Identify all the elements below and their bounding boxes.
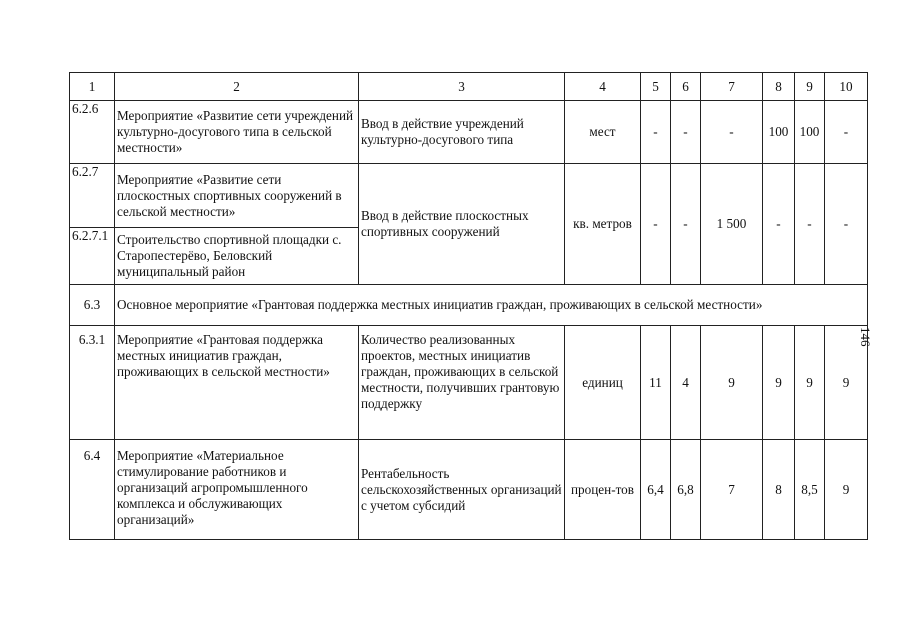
value-cell: 7 — [701, 440, 763, 540]
value-cell: 6,8 — [671, 440, 701, 540]
indicators-table — [69, 72, 868, 540]
header-row — [70, 73, 868, 101]
value-cell: 9 — [795, 326, 825, 440]
row-number: 6.3 — [70, 285, 115, 326]
indicator-cell: Ввод в действие плоскостных спортивных сооружений — [359, 164, 565, 285]
page-number: 146 — [858, 327, 873, 347]
activity-cell: Мероприятие «Развитие сети учреждений культурно-досугового типа в сельской местности» — [115, 101, 359, 164]
header-cell: 2 — [115, 73, 359, 101]
header-cell: 8 — [763, 73, 795, 101]
value-cell: 9 — [763, 326, 795, 440]
value-cell: 8,5 — [795, 440, 825, 540]
value-cell: - — [641, 101, 671, 164]
value-cell: 9 — [701, 326, 763, 440]
value-cell: - — [701, 101, 763, 164]
header-cell: 6 — [671, 73, 701, 101]
row-number: 6.2.7.1 — [70, 228, 115, 285]
value-cell: 11 — [641, 326, 671, 440]
table-row-6-3 — [70, 285, 868, 326]
section-title: Основное мероприятие «Грантовая поддержка местных инициатив граждан, проживающих в сельской местности» — [115, 285, 868, 326]
header-cell: 9 — [795, 73, 825, 101]
value-cell: - — [641, 164, 671, 285]
value-cell: 9 — [825, 326, 868, 440]
value-cell: 4 — [671, 326, 701, 440]
unit-cell: единиц — [565, 326, 641, 440]
header-cell: 3 — [359, 73, 565, 101]
value-cell: - — [795, 164, 825, 285]
table-row-6-2-7 — [70, 164, 868, 228]
value-cell: 100 — [763, 101, 795, 164]
header-cell: 7 — [701, 73, 763, 101]
value-cell: 8 — [763, 440, 795, 540]
activity-cell: Строительство спортивной площадки с. Старопестерёво, Беловский муниципальный район — [115, 228, 359, 285]
table-row-6-2-6 — [70, 101, 868, 164]
value-cell: 100 — [795, 101, 825, 164]
value-cell: - — [825, 164, 868, 285]
unit-cell: процен-тов — [565, 440, 641, 540]
indicator-cell: Ввод в действие учреждений культурно-досугового типа — [359, 101, 565, 164]
activity-cell: Мероприятие «Развитие сети плоскостных спортивных сооружений в сельской местности» — [115, 164, 359, 228]
value-cell: 9 — [825, 440, 868, 540]
header-cell: 4 — [565, 73, 641, 101]
value-cell: 1 500 — [701, 164, 763, 285]
value-cell: - — [671, 164, 701, 285]
value-cell: - — [825, 101, 868, 164]
row-number: 6.2.6 — [70, 101, 115, 164]
table-row-6-4 — [70, 440, 868, 540]
table-row-6-3-1 — [70, 326, 868, 440]
row-number: 6.2.7 — [70, 164, 115, 228]
unit-cell: кв. метров — [565, 164, 641, 285]
indicator-cell: Рентабельность сельскохозяйственных организаций с учетом субсидий — [359, 440, 565, 540]
unit-cell: мест — [565, 101, 641, 164]
header-cell: 5 — [641, 73, 671, 101]
header-cell: 1 — [70, 73, 115, 101]
indicator-cell: Количество реализованных проектов, местных инициатив граждан, проживающих в сельской местности, получивших грантовую поддержку — [359, 326, 565, 440]
activity-cell: Мероприятие «Материальное стимулирование работников и организаций агропромышленного комплекса и обслуживающих организаций» — [115, 440, 359, 540]
header-cell: 10 — [825, 73, 868, 101]
value-cell: - — [671, 101, 701, 164]
value-cell: 6,4 — [641, 440, 671, 540]
value-cell: - — [763, 164, 795, 285]
row-number: 6.4 — [70, 440, 115, 540]
activity-cell: Мероприятие «Грантовая поддержка местных инициатив граждан, проживающих в сельской местности» — [115, 326, 359, 440]
row-number: 6.3.1 — [70, 326, 115, 440]
